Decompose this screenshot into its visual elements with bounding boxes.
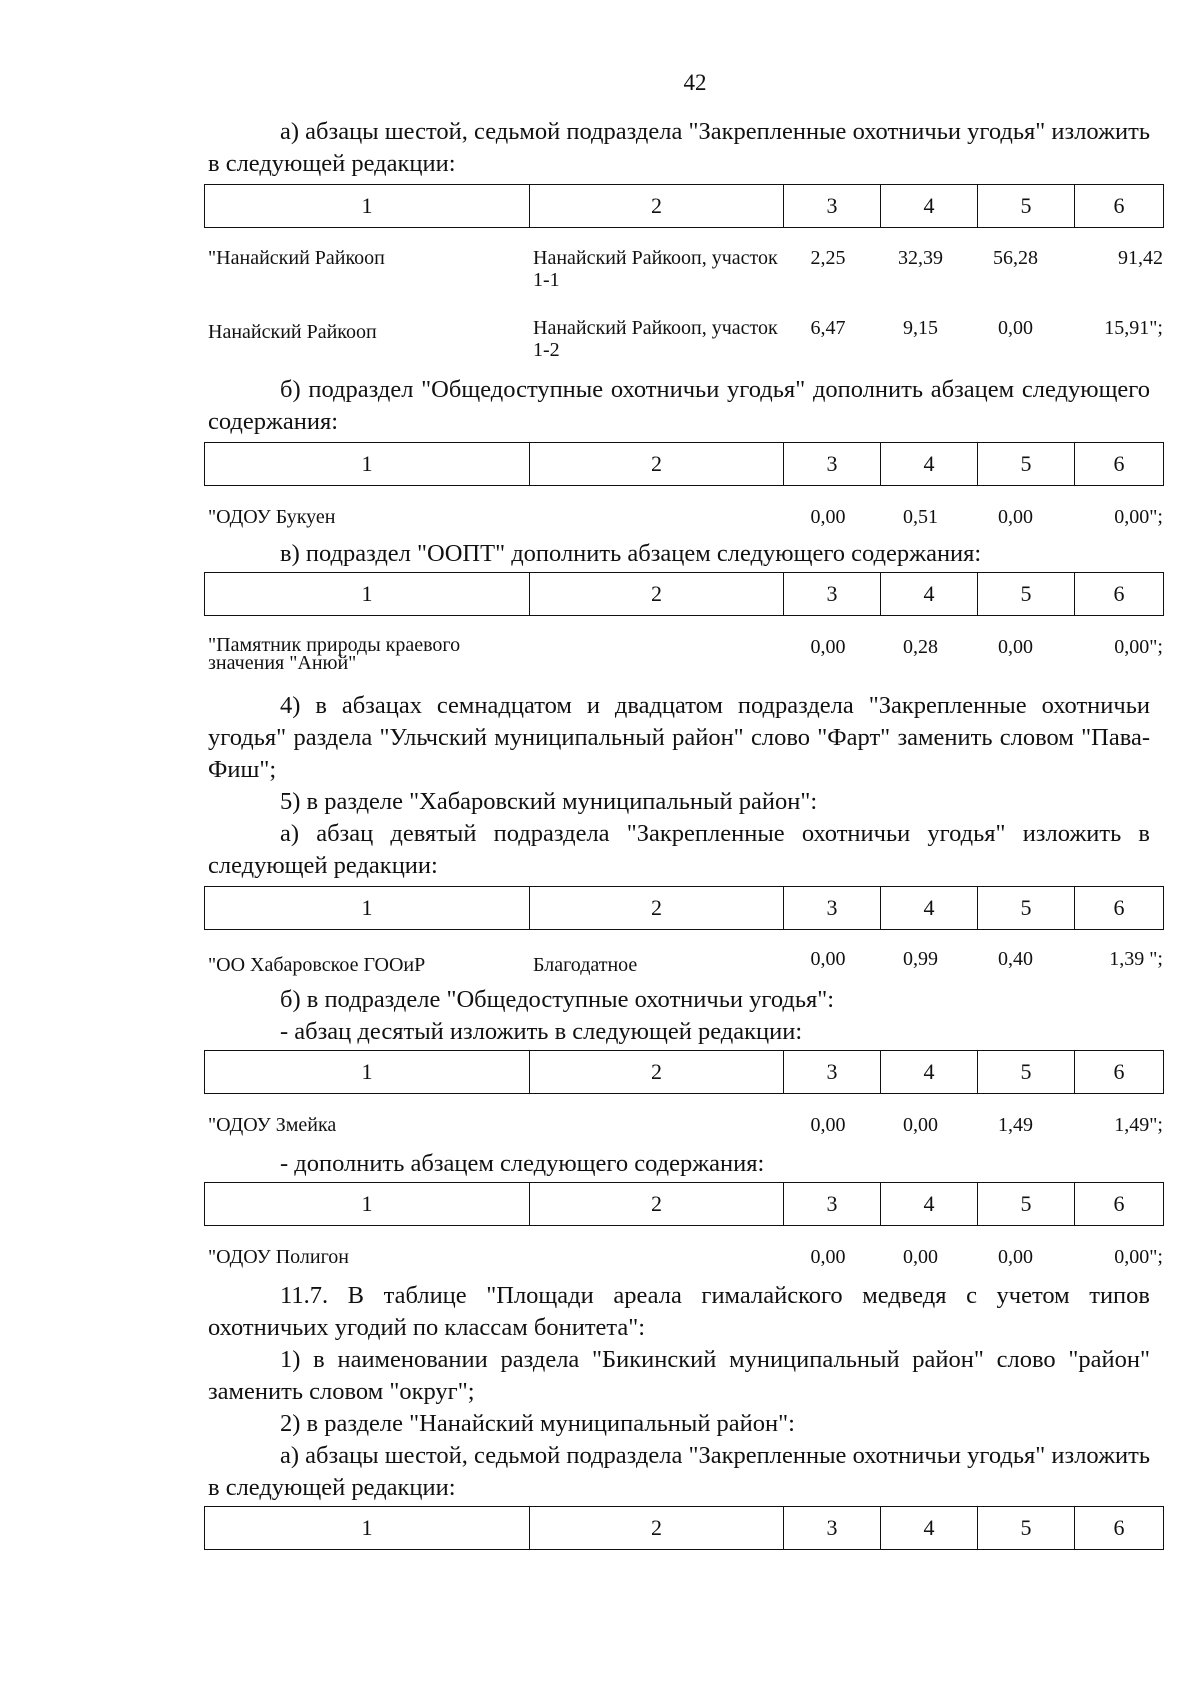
paragraph: 5) в разделе "Хабаровский муниципальный район": [280, 788, 818, 815]
header-cell: 5 [978, 887, 1075, 930]
header-cell: 6 [1075, 1507, 1164, 1550]
header-cell: 6 [1075, 573, 1164, 616]
header-cell: 1 [205, 185, 530, 228]
header-cell: 3 [784, 1183, 881, 1226]
cell: 0,00 [998, 1246, 1033, 1268]
header-cell: 4 [881, 573, 978, 616]
header-cell: 5 [978, 1051, 1075, 1094]
header-cell: 4 [881, 185, 978, 228]
cell: 1,49"; [1114, 1114, 1163, 1136]
cell: "ОДОУ Полигон [208, 1246, 350, 1268]
cell: "Нанайский Райкооп [208, 247, 385, 269]
header-cell: 2 [530, 1183, 784, 1226]
header-cell: 3 [784, 1507, 881, 1550]
header-cell: 6 [1075, 443, 1164, 486]
cell: 2,25 [810, 247, 846, 269]
cell: 0,00 [998, 636, 1033, 658]
paragraph: - дополнить абзацем следующего содержания: [280, 1150, 765, 1177]
cell: 1,39 "; [1109, 948, 1163, 970]
header-cell: 4 [881, 1183, 978, 1226]
table-header [204, 1506, 1164, 1550]
cell: 0,00 [998, 317, 1033, 339]
cell: 0,00"; [1114, 1246, 1163, 1268]
table-row [208, 636, 1168, 696]
cell: 6,47 [810, 317, 846, 339]
cell: 0,00 [810, 1246, 846, 1268]
table-row [208, 247, 1168, 307]
header-cell: 4 [881, 887, 978, 930]
cell: 0,00 [903, 1246, 938, 1268]
header-cell: 3 [784, 887, 881, 930]
header-cell: 6 [1075, 1183, 1164, 1226]
header-cell: 4 [881, 1507, 978, 1550]
cell: 9,15 [903, 317, 938, 339]
header-cell: 6 [1075, 887, 1164, 930]
paragraph: 2) в разделе "Нанайский муниципальный район": [280, 1410, 795, 1437]
header-cell: 3 [784, 443, 881, 486]
table-header [204, 572, 1164, 616]
paragraph: б) в подразделе "Общедоступные охотничьи угодья": [280, 986, 835, 1013]
table-header [204, 442, 1164, 486]
cell: 0,00"; [1114, 506, 1163, 528]
header-cell: 2 [530, 443, 784, 486]
paragraph: б) подраздел "Общедоступные охотничьи угодья" дополнить абзацем следующего содержания: [208, 376, 1150, 435]
cell: 0,28 [903, 636, 938, 658]
header-cell: 6 [1075, 1051, 1164, 1094]
header-cell: 2 [530, 185, 784, 228]
header-cell: 5 [978, 1183, 1075, 1226]
header-cell: 5 [978, 573, 1075, 616]
header-cell: 6 [1075, 185, 1164, 228]
cell: Нанайский Райкооп, участок 1-1 [533, 247, 778, 291]
header-cell: 1 [205, 1183, 530, 1226]
cell: 0,00 [810, 948, 846, 970]
cell: "Памятник природы краевого значения "Анюй" [208, 634, 461, 674]
cell: 15,91"; [1104, 317, 1163, 339]
cell: 0,00 [810, 636, 846, 658]
header-cell: 3 [784, 185, 881, 228]
header-cell: 2 [530, 1507, 784, 1550]
cell: 1,49 [998, 1114, 1033, 1136]
paragraph: в) подраздел "ООПТ" дополнить абзацем следующего содержания: [280, 540, 982, 567]
cell: Нанайский Райкооп, участок 1-2 [533, 317, 778, 361]
header-cell: 1 [205, 887, 530, 930]
cell: 0,51 [903, 506, 938, 528]
cell: Благодатное [533, 954, 638, 976]
table-header [204, 886, 1164, 930]
cell: 32,39 [898, 247, 943, 269]
paragraph: 4) в абзацах семнадцатом и двадцатом подраздела "Закрепленные охотничьи угодья" раздела "Ульчский муниципальный район" слово "Фарт" заменить словом "Пава-Фиш"; [208, 692, 1150, 783]
header-cell: 5 [978, 1507, 1075, 1550]
cell: 0,00 [810, 506, 846, 528]
header-cell: 4 [881, 443, 978, 486]
cell: 0,00"; [1114, 636, 1163, 658]
paragraph: а) абзацы шестой, седьмой подраздела "Закрепленные охотничьи угодья" изложить в следующей редакции: [208, 1442, 1150, 1501]
paragraph: а) абзац девятый подраздела "Закрепленные охотничьи угодья" изложить в следующей редакции: [208, 820, 1150, 879]
paragraph: 11.7. В таблице "Площади ареала гималайского медведя с учетом типов охотничьих угодий по классам бонитета": [208, 1282, 1150, 1341]
header-cell: 2 [530, 573, 784, 616]
cell: "ОДОУ Змейка [208, 1114, 337, 1136]
header-cell: 3 [784, 1051, 881, 1094]
table-header [204, 1050, 1164, 1094]
table-header [204, 184, 1164, 228]
table-header [204, 1182, 1164, 1226]
header-cell: 1 [205, 573, 530, 616]
header-cell: 1 [205, 1051, 530, 1094]
cell: "ОО Хабаровское ГООиР [208, 954, 426, 976]
header-cell: 2 [530, 887, 784, 930]
cell: Нанайский Райкооп [208, 321, 377, 343]
header-cell: 5 [978, 443, 1075, 486]
header-cell: 4 [881, 1051, 978, 1094]
cell: 0,40 [998, 948, 1033, 970]
cell: 0,00 [998, 506, 1033, 528]
header-cell: 3 [784, 573, 881, 616]
cell: 0,99 [903, 948, 938, 970]
table-row [208, 317, 1168, 377]
paragraph: - абзац десятый изложить в следующей редакции: [280, 1018, 803, 1045]
header-cell: 1 [205, 1507, 530, 1550]
cell: 91,42 [1118, 247, 1163, 269]
paragraph: а) абзацы шестой, седьмой подраздела "Закрепленные охотничьи угодья" изложить в следующей редакции: [208, 118, 1150, 177]
page-number: 42 [683, 70, 707, 95]
cell: "ОДОУ Букуен [208, 506, 336, 528]
header-cell: 2 [530, 1051, 784, 1094]
header-cell: 1 [205, 443, 530, 486]
cell: 0,00 [903, 1114, 938, 1136]
cell: 0,00 [810, 1114, 846, 1136]
header-cell: 5 [978, 185, 1075, 228]
paragraph: 1) в наименовании раздела "Бикинский муниципальный район" слово "район" заменить словом "округ"; [208, 1346, 1150, 1405]
cell: 56,28 [993, 247, 1038, 269]
